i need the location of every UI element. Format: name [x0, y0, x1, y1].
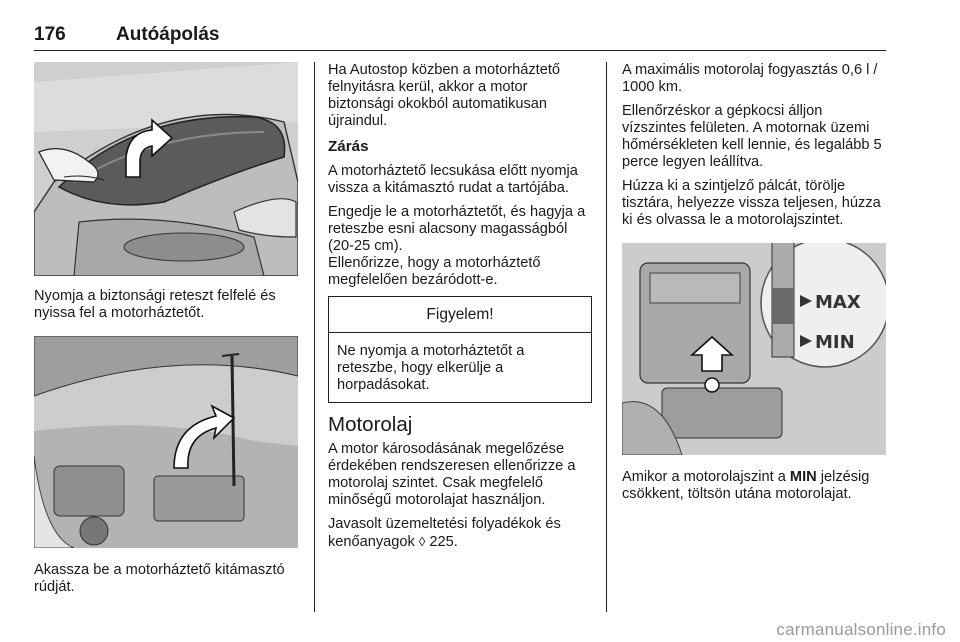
engine-oil-heading: Motorolaj — [328, 413, 413, 436]
car-hood-latch-drawing — [34, 62, 298, 276]
closing-paragraph-2-line1: Engedje le a motorháztetőt, és hagyja a reteszbe esni alacsony magasságból (20-25 cm). — [328, 204, 586, 254]
warning-title: Figyelem! — [329, 297, 591, 333]
page-reference-icon: ◊ — [418, 534, 426, 549]
dipstick-min-label: MIN — [815, 332, 855, 353]
caption-prop-rod: Akassza be a motorháztető kitámasztó rúdját. — [34, 562, 285, 595]
hood-latch-illustration — [34, 62, 298, 276]
caption-open-hood: Nyomja a biztonsági reteszt felfelé és nyissa fel a motorháztetőt. — [34, 288, 276, 321]
hood-prop-illustration — [34, 336, 298, 548]
warning-body — [329, 333, 591, 402]
closing-paragraph-2-line2: Ellenőrizze, hogy a motorháztető megfelelően bezáródott-e. — [328, 255, 541, 288]
column-divider-2 — [606, 62, 607, 612]
dipstick-max-label: MAX — [815, 292, 861, 313]
page-header — [34, 18, 886, 51]
column-1 — [34, 62, 298, 603]
dipstick-procedure-paragraph: Húzza ki a szintjelző pálcát, törölje tisztára, helyezze vissza teljesen, húzza ki és olvassa le a motorolajszintet. — [622, 178, 881, 228]
min-caption-post: jelzésig csökkent, töltsön utána motorolajat. — [622, 469, 870, 502]
min-caption-bold: MIN — [789, 469, 817, 485]
autostop-paragraph: Ha Autostop közben a motorháztető felnyitásra kerül, akkor a motor biztonsági okokból automatikusan újraindul. — [328, 62, 561, 129]
section-title: Autóápolás — [116, 24, 220, 45]
column-2 — [328, 62, 592, 558]
warning-text: Ne nyomja a motorháztetőt a reteszbe, hogy elkerülje a horpadásokat. — [337, 343, 525, 393]
closing-paragraph-1: A motorháztető lecsukása előtt nyomja vissza a kitámasztó rudat a tartójába. — [328, 163, 578, 196]
warning-box — [328, 296, 592, 403]
min-level-caption — [622, 469, 886, 503]
watermark: carmanualsonline.info — [776, 620, 946, 639]
dipstick-illustration — [622, 243, 886, 455]
hood-prop-rod-drawing — [34, 336, 298, 548]
engine-dipstick-drawing — [622, 243, 886, 455]
closing-paragraph-2 — [328, 204, 592, 289]
fluids-reference-page[interactable]: 225. — [429, 534, 458, 550]
page-number: 176 — [34, 24, 66, 45]
min-caption-pre: Amikor a motorolajszint a — [622, 469, 786, 485]
oil-consumption-paragraph: A maximális motorolaj fogyasztás 0,6 l / 1000 km. — [622, 62, 878, 95]
closing-heading: Zárás — [328, 138, 369, 155]
column-3 — [622, 62, 886, 510]
fluids-reference — [328, 516, 592, 551]
check-conditions-paragraph: Ellenőrzéskor a gépkocsi álljon vízszintes felületen. A motornak üzemi hőmérsékleten kell lennie, és legalább 5 perce legyen leállítva. — [622, 103, 882, 170]
engine-oil-paragraph: A motor károsodásának megelőzése érdekében rendszeresen ellenőrizze a motorolaj szintet. Csak megfelelő minőségű motorolajat használjon. — [328, 441, 576, 508]
fluids-reference-text: Javasolt üzemeltetési folyadékok és kenőanyagok — [328, 516, 561, 550]
column-divider-1 — [314, 62, 315, 612]
